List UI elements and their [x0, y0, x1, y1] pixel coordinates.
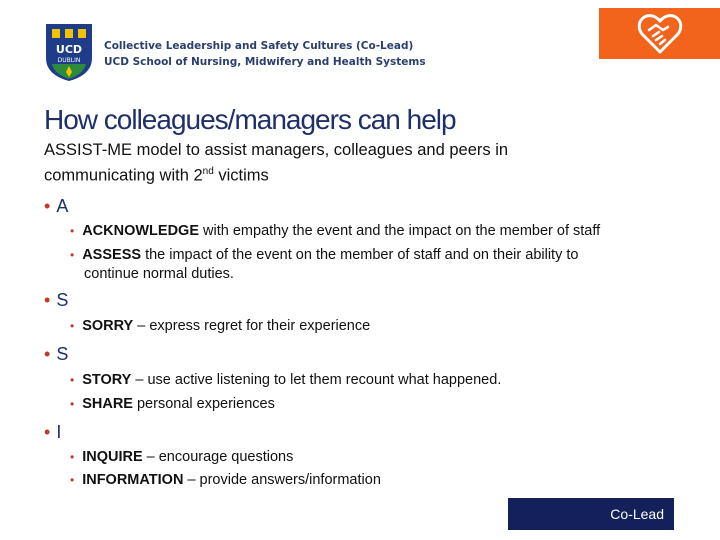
section-letter-a	[44, 196, 68, 217]
list-item	[70, 371, 670, 390]
co-lead-logo	[599, 8, 720, 59]
section-letter-i	[44, 422, 61, 443]
footer-label: Co-Lead	[610, 506, 664, 522]
bullet-icon: •	[70, 450, 75, 464]
point-text: the impact of the event on the member of staff and on their ability to	[141, 247, 579, 263]
point-keyword: STORY	[82, 372, 132, 388]
bullet-icon: •	[70, 224, 75, 238]
list-item	[70, 471, 670, 490]
point-keyword: INQUIRE	[82, 449, 143, 465]
bullet-icon: •	[44, 196, 51, 216]
list-item	[70, 317, 670, 336]
bullet-icon: •	[70, 319, 75, 333]
svg-text:UCD: UCD	[55, 43, 83, 56]
bullet-icon: •	[70, 473, 75, 487]
bullet-icon: •	[70, 248, 75, 262]
subtitle-end: victims	[213, 166, 269, 185]
handshake-heart-icon	[637, 12, 683, 56]
point-keyword: INFORMATION	[82, 472, 184, 488]
section-letter: S	[56, 290, 69, 310]
point-keyword: SHARE	[82, 396, 133, 412]
point-text: – use active listening to let them recount what happened.	[131, 372, 502, 388]
section-letter-s	[44, 344, 68, 365]
ucd-crest-logo	[44, 22, 94, 82]
list-item	[70, 448, 670, 467]
slide-title: How colleagues/managers can help	[44, 104, 456, 135]
footer-co-lead-banner	[508, 498, 674, 530]
list-item	[70, 222, 670, 241]
point-keyword: SORRY	[82, 318, 134, 334]
point-text: – encourage questions	[142, 449, 294, 465]
slide-subtitle	[44, 140, 564, 187]
organisation-name	[104, 38, 426, 70]
subtitle-superscript: nd	[202, 166, 214, 177]
bullet-icon: •	[70, 397, 75, 411]
list-item	[70, 246, 670, 284]
section-letter-s	[44, 290, 68, 311]
section-letter: A	[56, 196, 69, 216]
bullet-icon: •	[44, 290, 51, 310]
section-letter: S	[56, 344, 69, 364]
section-letter: I	[56, 422, 62, 442]
subtitle-main: ASSIST-ME model to assist managers, colleagues and peers in communicating with 2	[44, 141, 509, 185]
bullet-icon: •	[70, 373, 75, 387]
point-text: personal experiences	[132, 396, 275, 412]
point-keyword: ASSESS	[82, 247, 142, 263]
point-text-continued: continue normal duties.	[84, 266, 234, 282]
bullet-icon: •	[44, 344, 51, 364]
org-line-1: Collective Leadership and Safety Cultures (Co-Lead)	[104, 40, 414, 52]
point-text: – provide answers/information	[183, 472, 381, 488]
point-text: – express regret for their experience	[133, 318, 371, 334]
point-text: with empathy the event and the impact on the member of staff	[199, 223, 601, 239]
point-keyword: ACKNOWLEDGE	[82, 223, 200, 239]
bullet-icon: •	[44, 422, 51, 442]
list-item	[70, 395, 670, 414]
org-line-2: UCD School of Nursing, Midwifery and Health Systems	[104, 56, 426, 68]
svg-text:DUBLIN: DUBLIN	[57, 57, 81, 64]
